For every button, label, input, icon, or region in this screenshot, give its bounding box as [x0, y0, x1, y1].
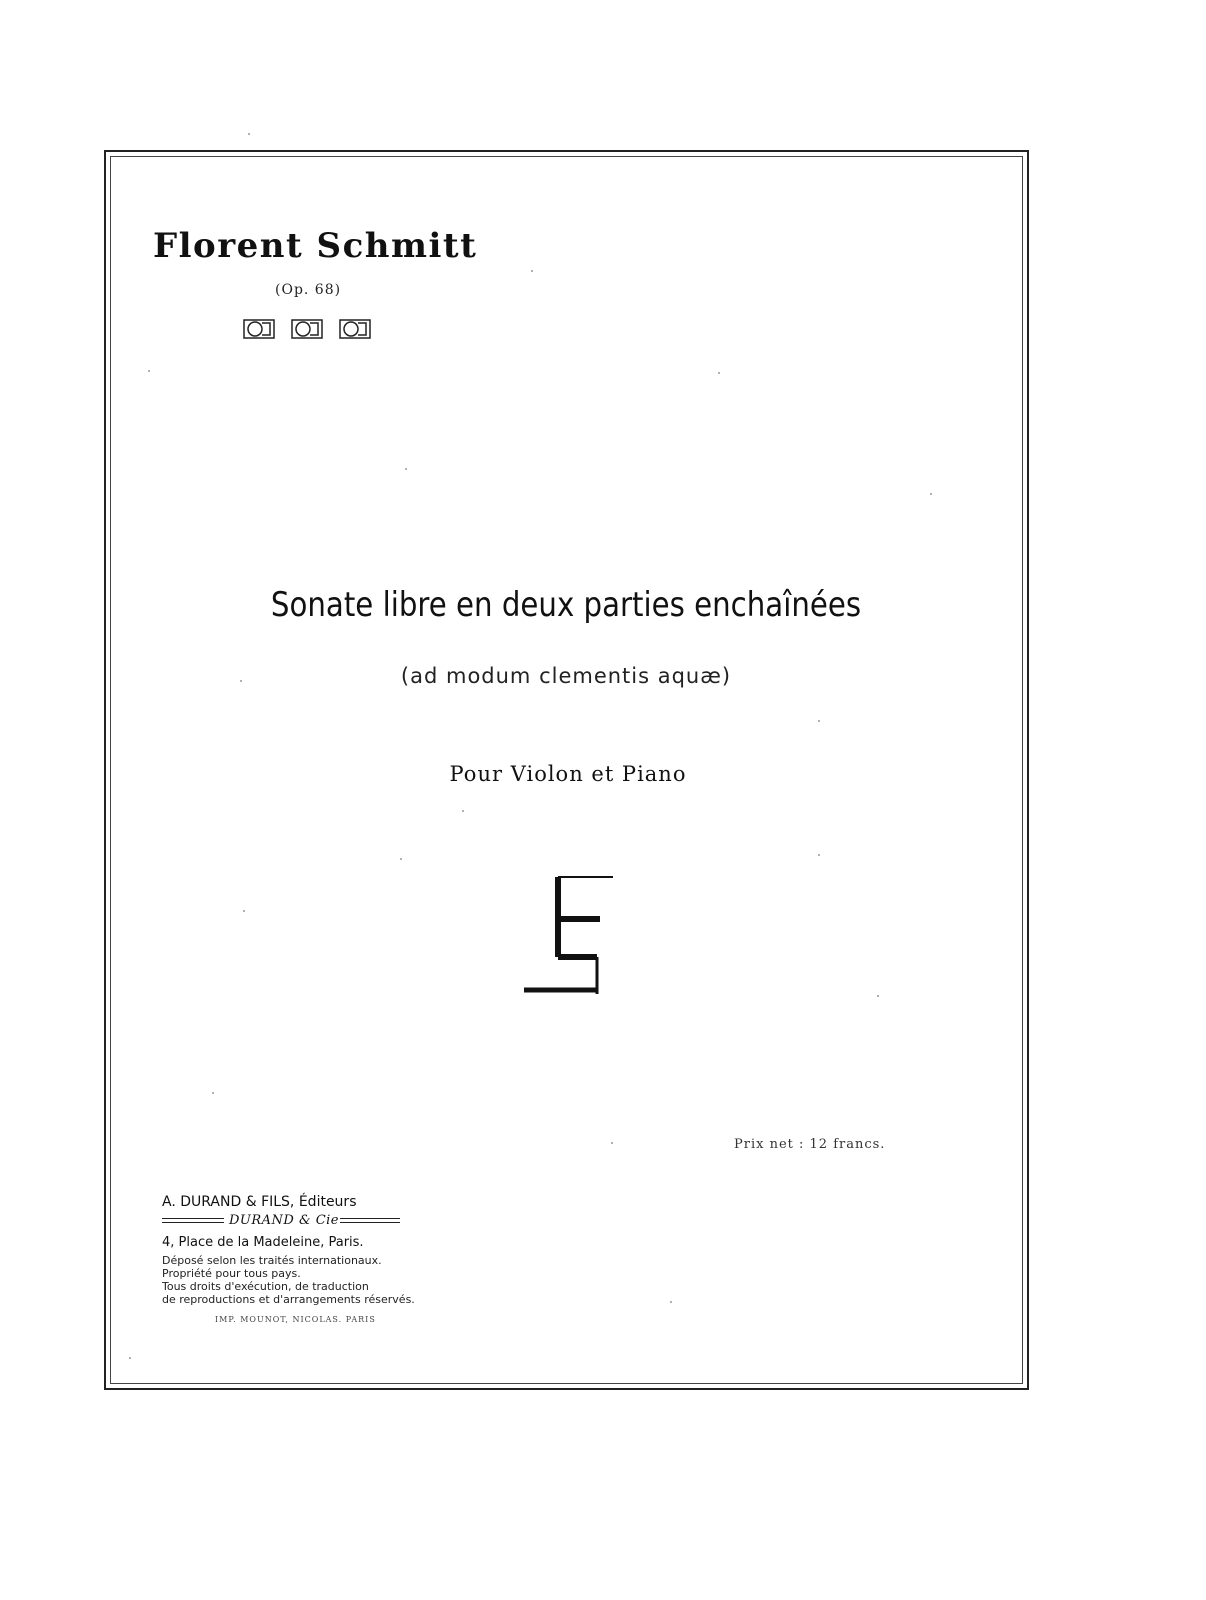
opus-number: (Op. 68) — [275, 282, 342, 298]
paper-speck — [462, 810, 464, 812]
legal-line: Déposé selon les traités internationaux. — [162, 1254, 382, 1267]
printer-credit: IMP. MOUNOT, NICOLAS. PARIS — [215, 1315, 376, 1324]
paper-speck — [818, 720, 820, 722]
ornament-row — [243, 319, 371, 339]
legal-line: de reproductions et d'arrangements réservés. — [162, 1293, 415, 1306]
paper-speck — [718, 372, 720, 374]
paper-speck — [129, 1357, 131, 1359]
ornament-icon — [243, 319, 275, 339]
work-title: Sonate libre en deux parties enchaînées — [270, 585, 862, 625]
paper-speck — [818, 854, 820, 856]
legal-line: Propriété pour tous pays. — [162, 1267, 301, 1280]
paper-speck — [670, 1301, 672, 1303]
paper-speck — [240, 680, 242, 682]
paper-speck — [930, 493, 932, 495]
paper-speck — [877, 995, 879, 997]
publisher-house — [162, 1213, 402, 1229]
publisher-name: A. DURAND & FILS, Éditeurs — [162, 1194, 357, 1210]
paper-speck — [611, 1142, 613, 1144]
publisher-address: 4, Place de la Madeleine, Paris. — [162, 1235, 364, 1250]
ornament-icon — [339, 319, 371, 339]
paper-speck — [148, 370, 150, 372]
paper-speck — [248, 133, 250, 135]
paper-speck — [212, 1092, 214, 1094]
legal-notice — [162, 1254, 415, 1306]
paper-speck — [405, 468, 407, 470]
paper-speck — [243, 910, 245, 912]
durand-logo-icon — [520, 873, 616, 999]
house-rule-left — [162, 1218, 224, 1223]
ornament-icon — [291, 319, 323, 339]
legal-line: Tous droits d'exécution, de traduction — [162, 1280, 369, 1293]
work-subtitle: (ad modum clementis aquæ) — [400, 664, 732, 688]
paper-speck — [531, 270, 533, 272]
instrumentation: Pour Violon et Piano — [449, 762, 687, 786]
paper-speck — [400, 858, 402, 860]
price-label: Prix net : 12 francs. — [734, 1137, 886, 1152]
house-rule-right — [340, 1218, 400, 1223]
house-label: DURAND & Cie — [229, 1213, 339, 1228]
composer-name: Florent Schmitt — [153, 226, 478, 266]
